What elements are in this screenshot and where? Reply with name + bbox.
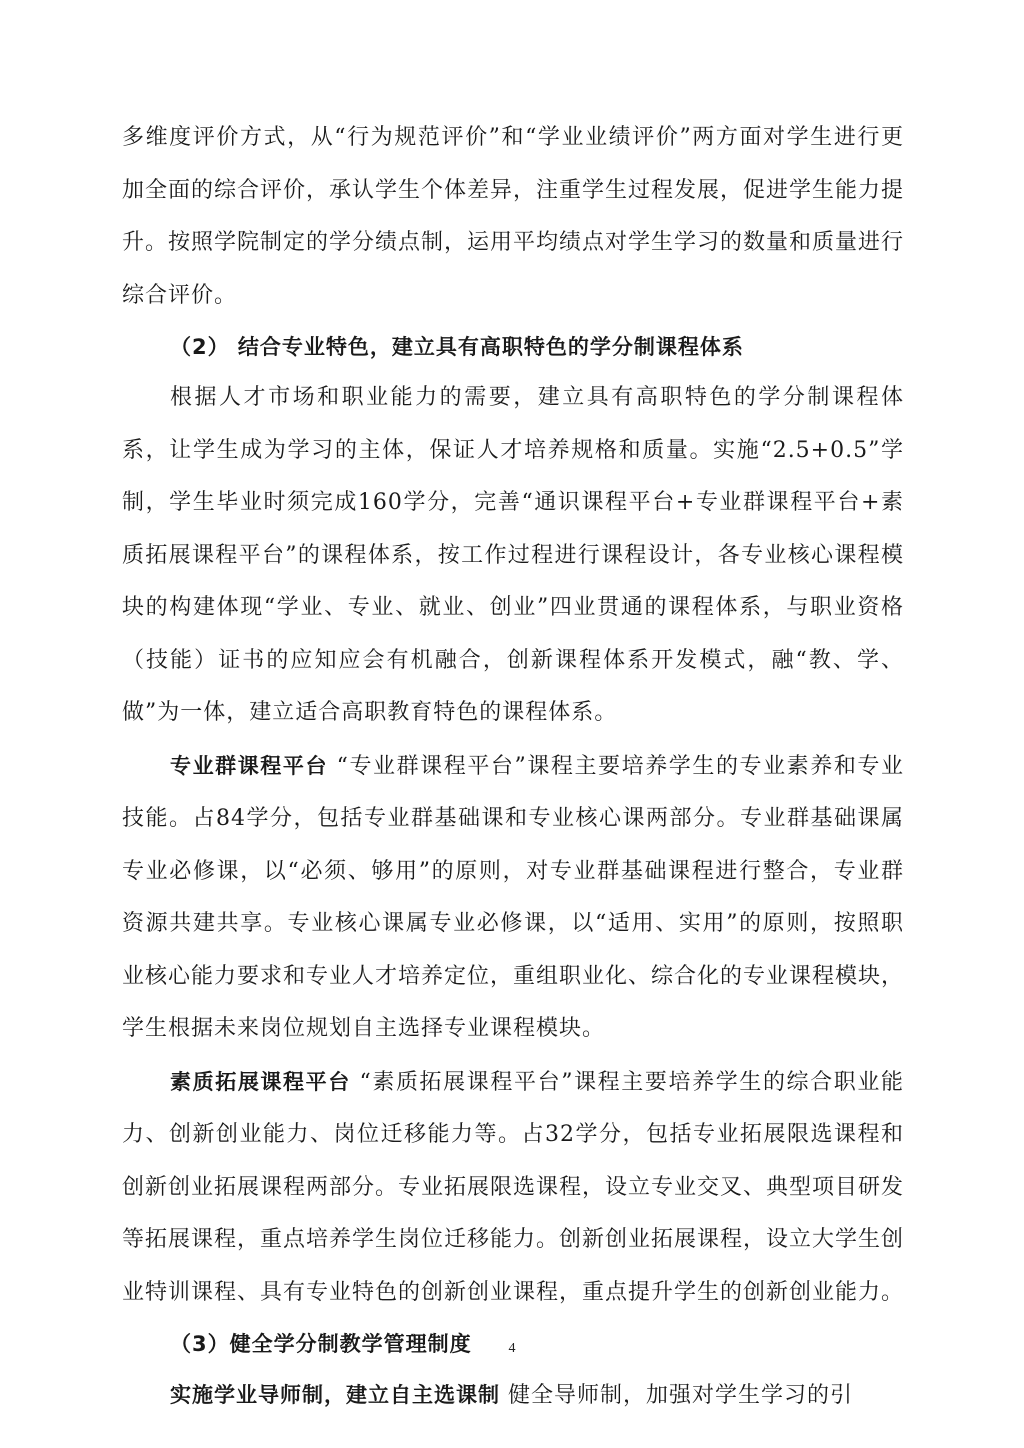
tutor-text: 健全导师制，加强对学生学习的引 (508, 1383, 854, 1408)
quality-platform-lead: 素质拓展课程平台 (170, 1069, 351, 1094)
major-platform-lead: 专业群课程平台 (170, 753, 329, 778)
major-platform-text: “专业群课程平台”课程主要培养学生的专业素养和专业技能。占84学分，包括专业群基础课和专业核心课两部分。专业群基础课属专业必修课，以“必须、够用”的原则，对专业群基础课程进行整合，专业群资源共建共享。专业核心课属专业必修课，以“适用、实用”的原则，按照职业核心能力要求和专业人才培养定位，重组职业化、综合化的专业课程模块，学生根据未来岗位规划自主选择专业课程模块。 (122, 753, 905, 1041)
major-platform-paragraph (122, 740, 904, 1056)
intro-paragraph: 多维度评价方式，从“行为规范评价”和“学业业绩评价”两方面对学生进行更加全面的综合评价，承认学生个体差异，注重学生过程发展，促进学生能力提升。按照学院制定的学分绩点制，运用平均绩点对学生学习的数量和质量进行综合评价。 (122, 125, 905, 308)
section-3-heading: （3）健全学分制教学管理制度 (170, 1332, 472, 1356)
tutor-lead: 实施学业导师制，建立自主选课制 (170, 1383, 500, 1407)
document-page (122, 112, 904, 1423)
tutor-paragraph (122, 1369, 904, 1423)
section-2-paragraph: 根据人才市场和职业能力的需要，建立具有高职特色的学分制课程体系，让学生成为学习的主体，保证人才培养规格和质量。实施“2.5+0.5”学制，学生毕业时须完成160学分，完善“通识课程平台+专业群课程平台+素质拓展课程平台”的课程体系，按工作过程进行课程设计，各专业核心课程模块的构建体现“学业、专业、就业、创业”四业贯通的课程体系，与职业资格（技能）证书的应知应会有机融合，创新课程体系开发模式，融“教、学、做”为一体，建立适合高职教育特色的课程体系。 (122, 385, 904, 725)
quality-platform-paragraph (122, 1056, 904, 1320)
quality-platform-text: “素质拓展课程平台”课程主要培养学生的综合职业能力、创新创业能力、岗位迁移能力等。占32学分，包括专业拓展限选课程和创新创业拓展课程两部分。专业拓展限选课程，设立专业交叉、典型项目研发等拓展课程，重点培养学生岗位迁移能力。创新创业拓展课程，设立大学生创业特训课程、具有专业特色的创新创业课程，重点提升学生的创新创业能力。 (122, 1069, 905, 1305)
section-2-heading: （2） 结合专业特色，建立具有高职特色的学分制课程体系 (170, 335, 744, 359)
page-number: 4 (508, 1341, 516, 1356)
